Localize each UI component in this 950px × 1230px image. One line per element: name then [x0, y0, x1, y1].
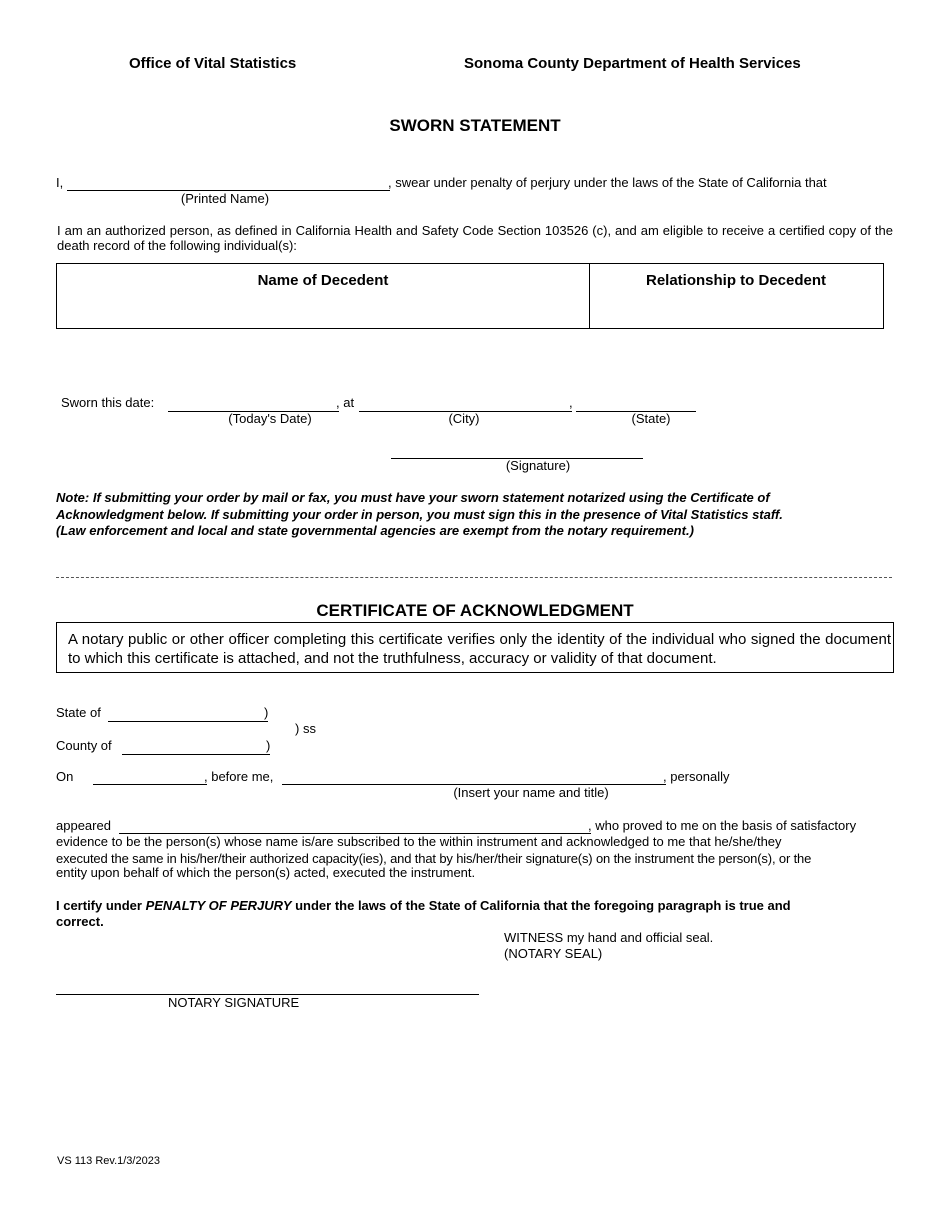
table-header-relationship: Relationship to Decedent [645, 272, 827, 289]
printed-name-caption: (Printed Name) [180, 191, 270, 206]
certify-emphasis: PENALTY OF PERJURY [145, 898, 292, 913]
signature-caption: (Signature) [505, 458, 571, 473]
section-divider [56, 577, 892, 578]
notary-signature-input[interactable] [56, 978, 479, 995]
cert-date-input[interactable] [93, 768, 207, 785]
evidence-line-1: evidence to be the person(s) whose name is/are subscribed to the within instrument and acknowledged to me that he/she/they [56, 834, 782, 849]
office-name: Office of Vital Statistics [129, 55, 297, 72]
notice-box [56, 622, 894, 673]
state-input[interactable] [576, 395, 696, 412]
certify-prefix: I certify under [56, 898, 146, 913]
page-title: SWORN STATEMENT [389, 116, 561, 135]
certificate-title: CERTIFICATE OF ACKNOWLEDGMENT [316, 601, 634, 620]
cert-state-input[interactable] [108, 705, 268, 722]
authorization-text: I am an authorized person, as defined in California Health and Safety Code Section 103526 (c), and am eligible to receive a certified copy of the death record of the following individual(s): [57, 223, 893, 253]
certify-suffix: under the laws of the State of California that the foregoing paragraph is true and [291, 898, 791, 913]
form-id: VS 113 Rev.1/3/2023 [57, 1155, 160, 1167]
notary-signature-caption: NOTARY SIGNATURE [168, 995, 300, 1010]
appeared-name-input[interactable] [119, 817, 591, 834]
insert-name-caption: (Insert your name and title) [453, 785, 609, 800]
cert-county-input[interactable] [122, 738, 270, 755]
department-name: Sonoma County Department of Health Services [464, 55, 801, 72]
county-of-label: County of [56, 738, 112, 753]
sworn-comma: , [569, 395, 573, 410]
state-of-label: State of [56, 705, 101, 720]
witness-text: WITNESS my hand and official seal. [504, 930, 714, 945]
note-line-1: Note: If submitting your order by mail or fax, you must have your sworn statement notarized using the Certificate of [56, 490, 770, 505]
notice-text: A notary public or other officer completing this certificate verifies only the identity of the individual who signed the document to which this certificate is attached, and not the truthfulness, accuracy or validity of that document. [68, 631, 891, 667]
appeared-label: appeared [56, 818, 111, 833]
on-label: On [56, 769, 74, 784]
state-close-paren: ) [264, 705, 269, 720]
personally-label: , personally [663, 769, 730, 784]
state-caption: (State) [631, 411, 671, 426]
proved-text: , who proved to me on the basis of satisfactory [588, 818, 857, 833]
officer-name-input[interactable] [282, 768, 666, 785]
note-line-3: (Law enforcement and local and state governmental agencies are exempt from the notary requirement.) [56, 523, 694, 538]
county-close-paren: ) [266, 738, 271, 753]
certify-line-1 [56, 898, 791, 913]
ss-label: ) ss [295, 721, 316, 736]
oath-prefix: I, [56, 175, 64, 190]
city-input[interactable] [359, 395, 572, 412]
certify-line-2: correct. [56, 914, 104, 929]
sworn-date-label: Sworn this date: [61, 395, 155, 410]
evidence-line-3: entity upon behalf of which the person(s) acted, executed the instrument. [56, 865, 476, 880]
oath-suffix: , swear under penalty of perjury under the laws of the State of California that [388, 175, 827, 190]
table-header-decedent: Name of Decedent [257, 272, 389, 289]
printed-name-input[interactable] [67, 174, 390, 191]
city-caption: (City) [448, 411, 480, 426]
signature-input[interactable] [391, 442, 643, 459]
notary-seal-text: (NOTARY SEAL) [504, 946, 603, 961]
note-line-2: Acknowledgment below. If submitting your order in person, you must sign this in the presence of Vital Statistics staff. [56, 507, 783, 522]
decedent-name-input[interactable] [62, 298, 586, 324]
sworn-at-label: , at [336, 395, 355, 410]
relationship-input[interactable] [595, 298, 879, 324]
date-caption: (Today's Date) [228, 411, 312, 426]
before-me-label: , before me, [204, 769, 274, 784]
evidence-line-2: executed the same in his/her/their authorized capacity(ies), and that by his/her/their signature(s) on the instrument the person(s), or the [56, 851, 812, 866]
today-date-input[interactable] [168, 395, 339, 412]
